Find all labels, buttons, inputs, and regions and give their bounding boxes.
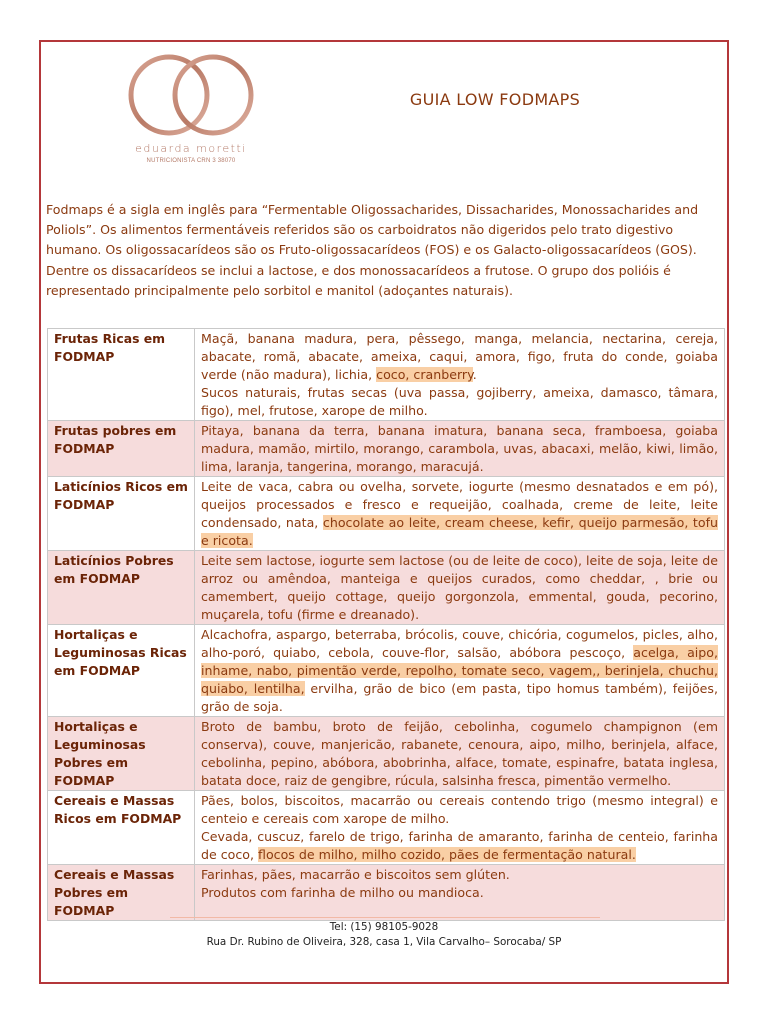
- food-text: .: [472, 367, 477, 382]
- footer-address: Rua Dr. Rubino de Oliveira, 328, casa 1, Vila Carvalho– Sorocaba/ SP: [206, 936, 562, 948]
- description-line: [201, 552, 718, 624]
- table-category-cell: Laticínios Ricos em FODMAP: [48, 477, 195, 551]
- footer-divider: [170, 917, 600, 918]
- food-text: Pães, bolos, biscoitos, macarrão ou cereais contendo trigo (mesmo integral) e centeio e cereais com xarope de milho.: [201, 793, 718, 826]
- table-row: [48, 791, 725, 865]
- table-row: [48, 421, 725, 477]
- description-line: Sucos naturais, frutas secas (uva passa, gojiberry, ameixa, damasco, tâmara, figo), mel, frutose, xarope de milho.: [201, 385, 718, 418]
- food-text: ervilha, grão de bico (em pasta, tipo homus também), feijões, grão de soja.: [201, 681, 718, 714]
- description-line: [201, 422, 718, 476]
- description-line: [201, 626, 718, 716]
- table-category-cell: Frutas pobres em FODMAP: [48, 421, 195, 477]
- food-text: Farinhas, pães, macarrão e biscoitos sem glúten.: [201, 867, 510, 882]
- table-category-cell: Hortaliças e Leguminosas Pobres em FODMAP: [48, 717, 195, 791]
- description-line: [201, 828, 718, 864]
- table-description-cell: [195, 865, 725, 921]
- table-row: [48, 625, 725, 717]
- food-text: Pitaya, banana da terra, banana imatura, banana seca, framboesa, goiaba madura, mamão, mirtilo, morango, carambola, uvas, abacaxi, melão, kiwi, limão, lima, laranja, tangerina, morango, maracujá.: [201, 423, 718, 474]
- food-text: Leite de vaca, cabra ou ovelha, sorvete, iogurte (mesmo desnatados e em pó), queijos processados e fresco e requeijão, coalhada, creme de leite, leite condensado, nata,: [201, 479, 718, 530]
- description-line: [201, 718, 718, 790]
- table-description-cell: [195, 551, 725, 625]
- highlighted-food-text: chocolate ao leite, cream cheese, kefir, queijo parmesão, tofu e ricota.: [201, 515, 718, 548]
- footer-phone: Tel: (15) 98105-9028: [329, 921, 439, 933]
- food-text: Leite sem lactose, iogurte sem lactose (ou de leite de coco), leite de soja, leite de arroz ou amêndoa, manteiga e queijos curados, como cheddar, , brie ou camembert, queijo cottage, queijo gorgonzola, emmental, gouda, pecorino, muçarela, tofu (firme e dreanado).: [201, 553, 718, 622]
- highlighted-food-text: coco, cranberry: [376, 367, 473, 382]
- table-description-cell: [195, 477, 725, 551]
- table-category-cell: Cereais e Massas Pobres em FODMAP: [48, 865, 195, 921]
- food-text: Maçã, banana madura, pera, pêssego, manga, melancia, nectarina, cereja, abacate, romã, abacate, ameixa, caqui, amora, figo, fruta do conde, goiaba verde (não madura), lichia,: [201, 331, 718, 382]
- table-category-cell: Hortaliças e Leguminosas Ricas em FODMAP: [48, 625, 195, 717]
- description-line: [201, 330, 718, 384]
- logo-crn: NUTRICIONISTA CRN 3 38070: [146, 158, 236, 164]
- brand-logo: [118, 50, 264, 170]
- logo-name: eduarda moretti: [135, 142, 247, 155]
- table-row: [48, 477, 725, 551]
- description-line: [201, 478, 718, 550]
- table-description-cell: [195, 625, 725, 717]
- table-category-cell: Cereais e Massas Ricos em FODMAP: [48, 791, 195, 865]
- intro-paragraph: [46, 200, 716, 301]
- table-row: [48, 329, 725, 421]
- table-row: [48, 717, 725, 791]
- table-row: [48, 865, 725, 921]
- table-category-cell: Laticínios Pobres em FODMAP: [48, 551, 195, 625]
- table-description-cell: [195, 791, 725, 865]
- logo-monogram-icon: [124, 50, 258, 140]
- food-text: Cevada, cuscuz, farelo de trigo, farinha de amaranto, farinha de centeio, farinha de coco,: [201, 829, 718, 862]
- table-description-cell: [195, 329, 725, 421]
- table-description-cell: [195, 717, 725, 791]
- intro-text: Fodmaps é a sigla em inglês para “Fermentable Oligossacharides, Dissacharides, Monossacharides and Poliols”. Os alimentos fermentáveis referidos são os carboidratos não digeridos pelo trato digestivo humano. Os oligossacarídeos são os Fruto-oligossacarídeos (FOS) e os Galacto-oligossacarídeos (GOS). Dentre os dissacarídeos se inclui a lactose, e dos monossacarídeos a frutose. O grupo dos polióis é representado principalmente pelo sorbitol e manitol (adoçantes naturais).: [46, 202, 699, 298]
- description-line: Produtos com farinha de milho ou mandioca.: [201, 885, 484, 900]
- table-row: [48, 551, 725, 625]
- table-description-cell: [195, 421, 725, 477]
- description-line: [201, 866, 718, 884]
- highlighted-food-text: flocos de milho, milho cozido, pães de fermentação natural.: [258, 847, 636, 862]
- fodmap-table: [47, 328, 725, 921]
- highlighted-food-text: acelga, aipo, inhame, nabo, pimentão verde, repolho, tomate seco, vagem,, berinjela, chuchu, quiabo, lentilha,: [201, 645, 719, 696]
- food-text: Broto de bambu, broto de feijão, cebolinha, cogumelo champignon (em conserva), couve, manjericão, rabanete, cenoura, aipo, milho, berinjela, alface, cebolinha, pepino, abóbora, abobrinha, alface, tomate, espinafre, batata inglesa, batata doce, raiz de gengibre, rúcula, salsinha fresca, pimentão vermelho.: [201, 719, 718, 788]
- food-text: Alcachofra, aspargo, beterraba, brócolis, couve, chicória, cogumelos, picles, alho, alho-poró, quiabo, cebola, couve-flor, salsão, abóbora pescoço,: [201, 627, 718, 660]
- description-line: [201, 792, 718, 828]
- page-title: GUIA LOW FODMAPS: [409, 90, 581, 109]
- table-category-cell: Frutas Ricas em FODMAP: [48, 329, 195, 421]
